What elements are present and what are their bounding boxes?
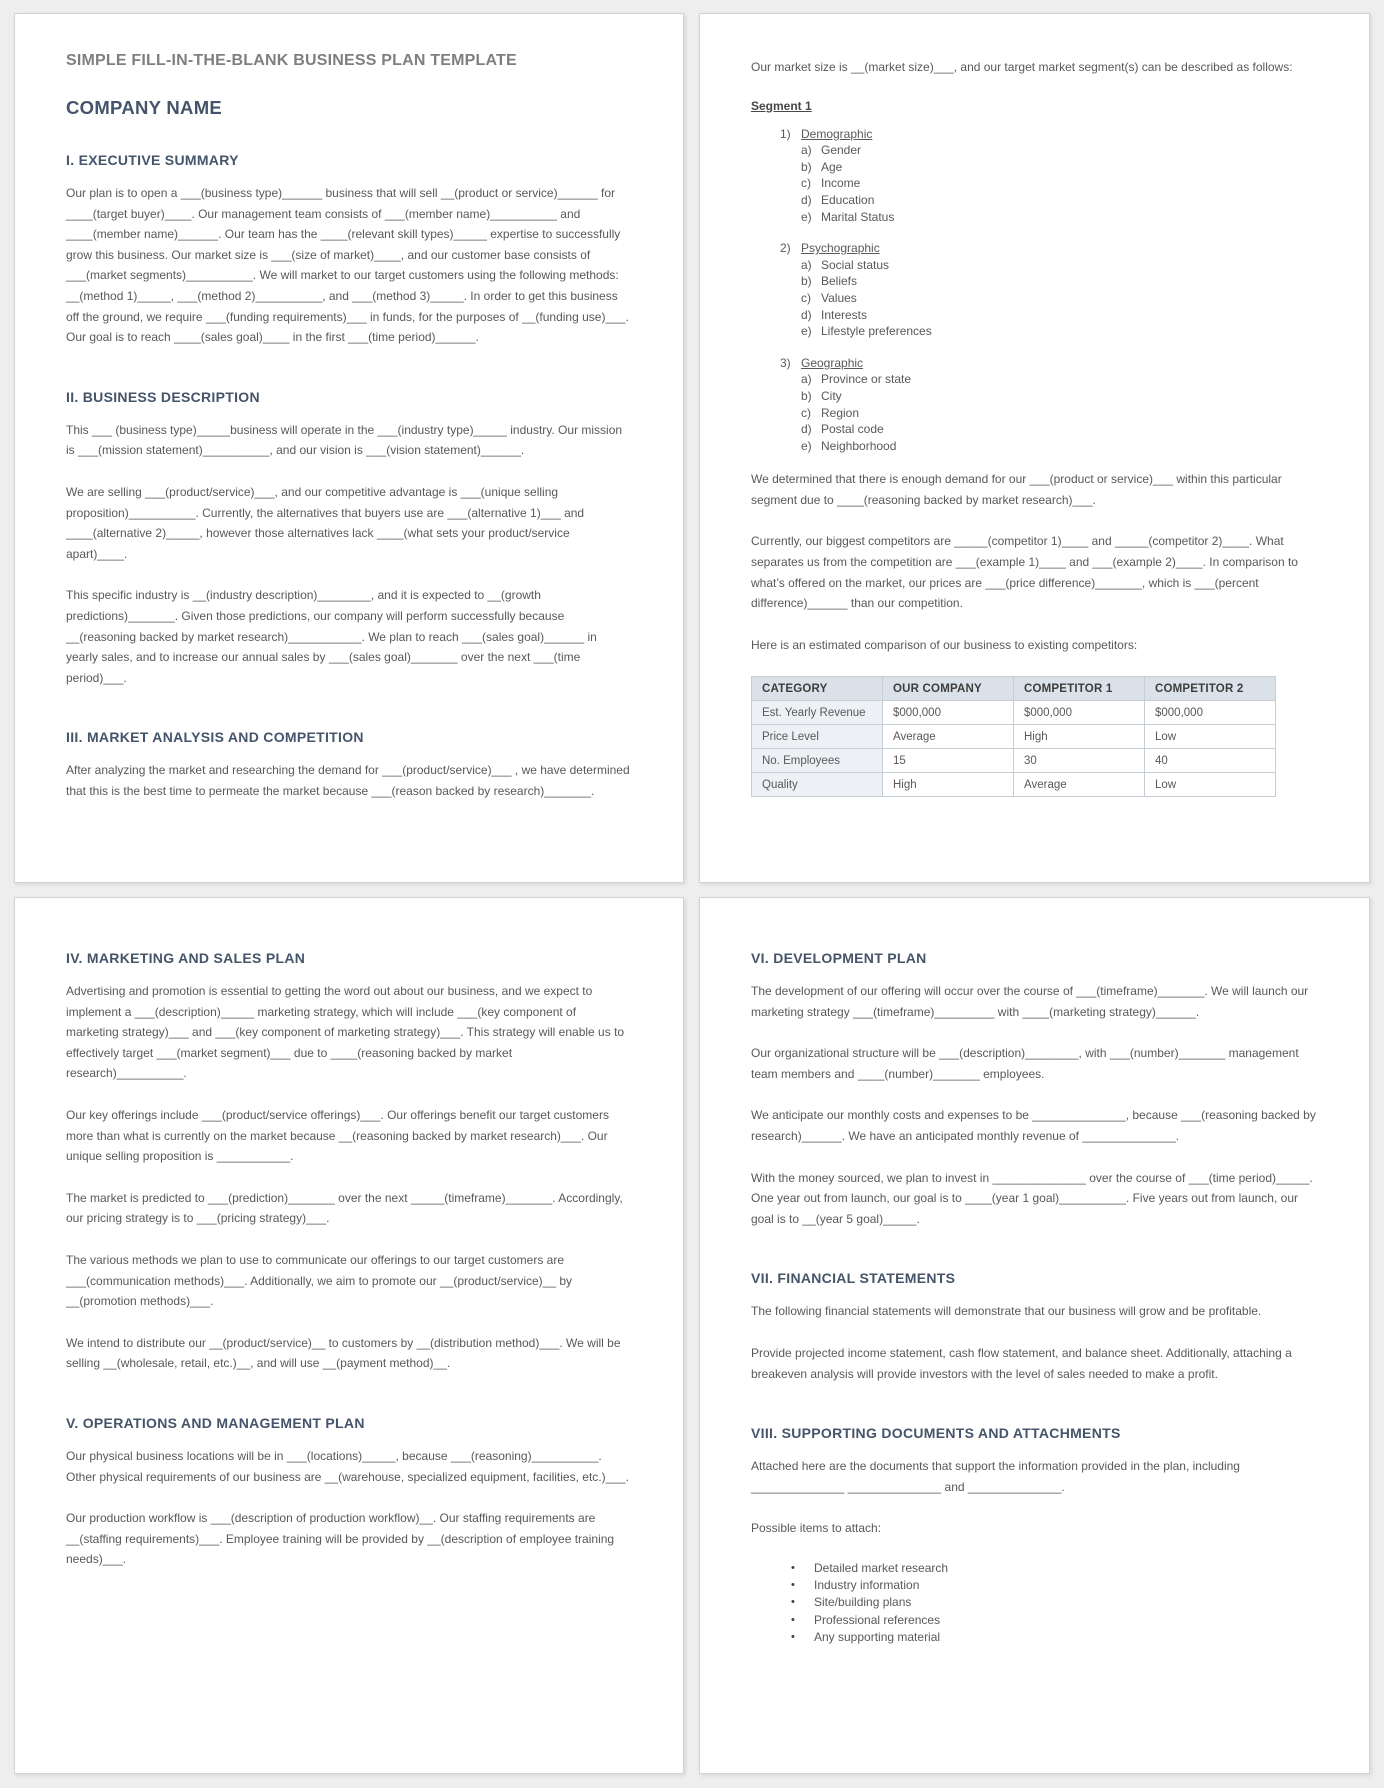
table-cell: Low [1145, 773, 1276, 797]
group-label: Geographic [801, 355, 864, 370]
table-cell: $000,000 [1145, 701, 1276, 725]
list-item-text: Social status [821, 257, 890, 272]
development-paragraph-2: Our organizational structure will be ___(description)________, with ___(number)_______ management team members and ____(number)_______ employees. [751, 1046, 1299, 1081]
list-item-text: Education [821, 192, 875, 207]
list-item: b) Beliefs [801, 274, 858, 289]
table-cell: High [1014, 725, 1145, 749]
table-row [752, 725, 1276, 749]
company-name-heading: COMPANY NAME [66, 97, 223, 118]
list-item: c) Region [801, 405, 860, 420]
segment-1-label: Segment 1 [751, 98, 812, 113]
column-header-competitor-1: COMPETITOR 1 [1014, 677, 1145, 701]
table-cell: $000,000 [1014, 701, 1145, 725]
attach-list-label: Possible items to attach: [751, 1521, 882, 1536]
group-label-row [751, 126, 1318, 143]
financial-paragraph-1: The following financial statements will demonstrate that our business will grow and be profitable. [751, 1304, 1262, 1319]
list-item-text: Lifestyle preferences [821, 324, 932, 339]
marketing-paragraph-2: Our key offerings include ___(product/service offerings)___. Our offerings benefit our target customers more than what is currently on the market because __(reasoning backed by market research)___. Our unique selling proposition is ___________. [66, 1107, 609, 1164]
table-cell: Quality [752, 773, 883, 797]
list-item [751, 1560, 1318, 1577]
geographic-group [751, 355, 1318, 455]
list-item-text: Interests [821, 307, 868, 322]
table-row [752, 773, 1276, 797]
section-heading-operations-management-plan: V. OPERATIONS AND MANAGEMENT PLAN [66, 1414, 365, 1431]
comparison-intro-paragraph: Here is an estimated comparison of our business to existing competitors: [751, 637, 1138, 652]
list-item [751, 1594, 1318, 1611]
section-heading-market-analysis: III. MARKET ANALYSIS AND COMPETITION [66, 729, 364, 746]
page-2 [699, 13, 1370, 883]
table-row [752, 701, 1276, 725]
list-item-text: Province or state [821, 372, 912, 387]
list-item [751, 1612, 1318, 1629]
list-item [751, 1629, 1318, 1646]
group-label: Demographic [801, 126, 873, 141]
table-cell: 40 [1145, 749, 1276, 773]
table-cell: Low [1145, 725, 1276, 749]
column-header-our-company: OUR COMPANY [883, 677, 1014, 701]
business-description-paragraph-2: We are selling ___(product/service)___, and our competitive advantage is ___(unique selling proposition)__________. Currently, the alternatives that buyers use are ___(alternative 1)___ and ____(alternative 2)_____, however those alternatives lack ____(what sets your product/service apart)____. [66, 484, 585, 561]
market-size-intro-paragraph: Our market size is __(market size)___, and our target market segment(s) can be described as follows: [751, 60, 1293, 74]
bullet-icon: • [791, 1579, 795, 1592]
group-label: Psychographic [801, 241, 880, 256]
table-row [752, 749, 1276, 773]
page-3 [14, 897, 684, 1774]
table-cell: 30 [1014, 749, 1145, 773]
list-item [751, 1577, 1318, 1594]
marketing-paragraph-3: The market is predicted to ___(prediction)_______ over the next _____(timeframe)_______. Accordingly, our pricing strategy is to ___(pricing strategy)___. [66, 1190, 623, 1226]
list-item: a) Social status [801, 257, 890, 272]
business-description-paragraph-1: This ___ (business type)_____business will operate in the ___(industry type)_____ industry. Our mission is ___(mission statement)__________, and our vision is ___(vision statement)______. [66, 422, 623, 458]
business-description-paragraph-3: This specific industry is __(industry description)________, and it is expected to __(growth predictions)_______. Given those predictions, our company will perform successfully because __(reasoning backed by market research)___________. We plan to reach ___(sales goal)______ in yearly sales, and to increase our annual sales by ___(sales goal)_______ over the next ___(time period)___. [66, 588, 597, 685]
list-item: b) City [801, 388, 842, 403]
list-item-text: Professional references [814, 1612, 941, 1627]
section-heading-marketing-sales-plan: IV. MARKETING AND SALES PLAN [66, 950, 306, 966]
development-paragraph-4: With the money sourced, we plan to invest in ______________ over the course of ___(time period)_____. One year out from launch, our goal is to ____(year 1 goal)__________. Five years out from launch, our goal is to __(year 5 goal)_____. [751, 1170, 1313, 1226]
psychographic-group [751, 240, 1318, 340]
list-item: d) Postal code [801, 422, 884, 437]
bullet-icon: • [791, 1630, 795, 1643]
list-item-text: Site/building plans [814, 1595, 912, 1610]
supporting-documents-paragraph: Attached here are the documents that support the information provided in the plan, including ______________ ______________ and ______________. [751, 1459, 1240, 1494]
financial-paragraph-2: Provide projected income statement, cash flow statement, and balance sheet. Additionally, attaching a breakeven analysis will provide investors with the level of sales needed to make a profit. [751, 1345, 1292, 1381]
list-item: c) Income [801, 176, 861, 191]
list-item-text: Postal code [821, 422, 884, 437]
competitors-paragraph: Currently, our biggest competitors are _____(competitor 1)____ and _____(competitor 2)____. What separates us from the competition are ___(example 1)____ and ___(example 2)____. In comparison to what’s offered on the market, our prices are ___(price difference)_______, which is ___(percent difference)______ than our competition. [751, 534, 1298, 611]
list-item-text: Marital Status [821, 209, 895, 224]
table-cell: Price Level [752, 725, 883, 749]
table-cell: Average [1014, 773, 1145, 797]
list-item-text: Detailed market research [814, 1560, 949, 1575]
table-cell: Est. Yearly Revenue [752, 701, 883, 725]
page-1 [14, 13, 684, 883]
group-number: 3) [780, 355, 791, 370]
section-heading-executive-summary: I. EXECUTIVE SUMMARY [66, 152, 239, 168]
table-cell: 15 [883, 749, 1014, 773]
marketing-paragraph-4: The various methods we plan to use to communicate our offerings to our target customers are ___(communication methods)___. Additionally, we aim to promote our __(product/service)__ by __(promotion methods)___. [66, 1252, 573, 1309]
section-heading-supporting-documents: VIII. SUPPORTING DOCUMENTS AND ATTACHMENTS [751, 1425, 1121, 1442]
list-item-text: Age [821, 159, 843, 174]
table-header-row [752, 677, 1276, 701]
list-item-text: Industry information [814, 1578, 920, 1593]
list-item-text: Any supporting material [814, 1629, 941, 1644]
list-item-text: City [821, 388, 842, 403]
development-paragraph-1: The development of our offering will occur over the course of ___(timeframe)_______. We will launch our marketing strategy ___(timeframe)_________ with ____(marketing strategy)______. [751, 984, 1309, 1019]
group-number: 2) [780, 241, 791, 256]
list-item: e) Lifestyle preferences [801, 324, 932, 339]
column-header-category: CATEGORY [752, 677, 883, 701]
table-cell: No. Employees [752, 749, 883, 773]
market-analysis-paragraph: After analyzing the market and researching the demand for ___(product/service)___ , we have determined that this is the best time to permeate the market because ___(reason backed by research)_______. [66, 763, 630, 798]
demographic-group [751, 126, 1318, 226]
list-item: c) Values [801, 290, 857, 305]
group-label-row [751, 355, 1318, 372]
list-item: d) Education [801, 192, 875, 207]
group-number: 1) [780, 126, 791, 141]
list-item-text: Region [821, 405, 860, 420]
list-item-text: Values [821, 290, 857, 305]
attach-list [751, 1560, 1318, 1646]
list-item-text: Beliefs [821, 274, 858, 289]
list-item-text: Neighborhood [821, 438, 897, 453]
section-heading-development-plan: VI. DEVELOPMENT PLAN [751, 950, 927, 966]
group-label-row [751, 240, 1318, 257]
list-item: d) Interests [801, 307, 868, 322]
list-item: e) Marital Status [801, 209, 895, 224]
table-cell: High [883, 773, 1014, 797]
table-cell: Average [883, 725, 1014, 749]
development-paragraph-3: We anticipate our monthly costs and expenses to be ______________, because ___(reasoning backed by research)______. We have an anticipated monthly revenue of ______________. [751, 1108, 1316, 1143]
table-cell: $000,000 [883, 701, 1014, 725]
bullet-icon: • [791, 1596, 795, 1609]
list-item-text: Income [821, 176, 861, 191]
column-header-competitor-2: COMPETITOR 2 [1145, 677, 1276, 701]
operations-paragraph-1: Our physical business locations will be in ___(locations)_____, because ___(reasoning)__________. Other physical requirements of our business are __(warehouse, specialized equipment, facilities, etc.)___. [66, 1448, 629, 1484]
executive-summary-paragraph: Our plan is to open a ___(business type)______ business that will sell __(product or service)______ for ____(target buyer)____. Our management team consists of ___(member name)__________ and ____(member name)______. Our team has the ____(relevant skill types)_____ expertise to successfully grow this business. Our market size is ___(size of market)____, and our customer base consists of ___(market segments)__________. We will market to our target customers using the following methods: __(method 1)_____, ___(method 2)__________, and ___(method 3)_____. In order to get this business off the ground, we require ___(funding requirements)___ in funds, for the purposes of __(funding use)___. Our goal is to reach ____(sales goal)____ in the first ___(time period)______. [66, 186, 629, 345]
section-heading-business-description: II. BUSINESS DESCRIPTION [66, 388, 260, 405]
list-item: b) Age [801, 159, 843, 174]
demand-paragraph: We determined that there is enough demand for our ___(product or service)___ within this particular segment due to ____(reasoning backed by market research)___. [751, 472, 1282, 507]
marketing-paragraph-5: We intend to distribute our __(product/service)__ to customers by __(distribution method)___. We will be selling __(wholesale, retail, etc.)__, and will use __(payment method)__. [66, 1335, 621, 1371]
document-title: SIMPLE FILL-IN-THE-BLANK BUSINESS PLAN TEMPLATE [66, 52, 517, 69]
list-item: a) Province or state [801, 372, 912, 387]
bullet-icon: • [791, 1561, 795, 1574]
list-item: e) Neighborhood [801, 438, 897, 453]
marketing-paragraph-1: Advertising and promotion is essential to getting the word out about our business, and we expect to implement a ___(description)_____ marketing strategy, which will include ___(key component of marketing strategy)___ and ___(key component of marketing strategy)___. This strategy will enable us to effectively target ___(market segment)___ due to ____(reasoning backed by market research)__________. [66, 984, 625, 1081]
page-4 [699, 897, 1370, 1774]
list-item-text: Gender [821, 143, 862, 158]
section-heading-financial-statements: VII. FINANCIAL STATEMENTS [751, 1270, 956, 1287]
competitor-comparison-table [751, 676, 1276, 797]
list-item: a) Gender [801, 143, 862, 158]
bullet-icon: • [791, 1613, 795, 1626]
operations-paragraph-2: Our production workflow is ___(description of production workflow)__. Our staffing requirements are __(staffing requirements)___. Employee training will be provided by __(description of employee training needs)___. [66, 1511, 615, 1567]
